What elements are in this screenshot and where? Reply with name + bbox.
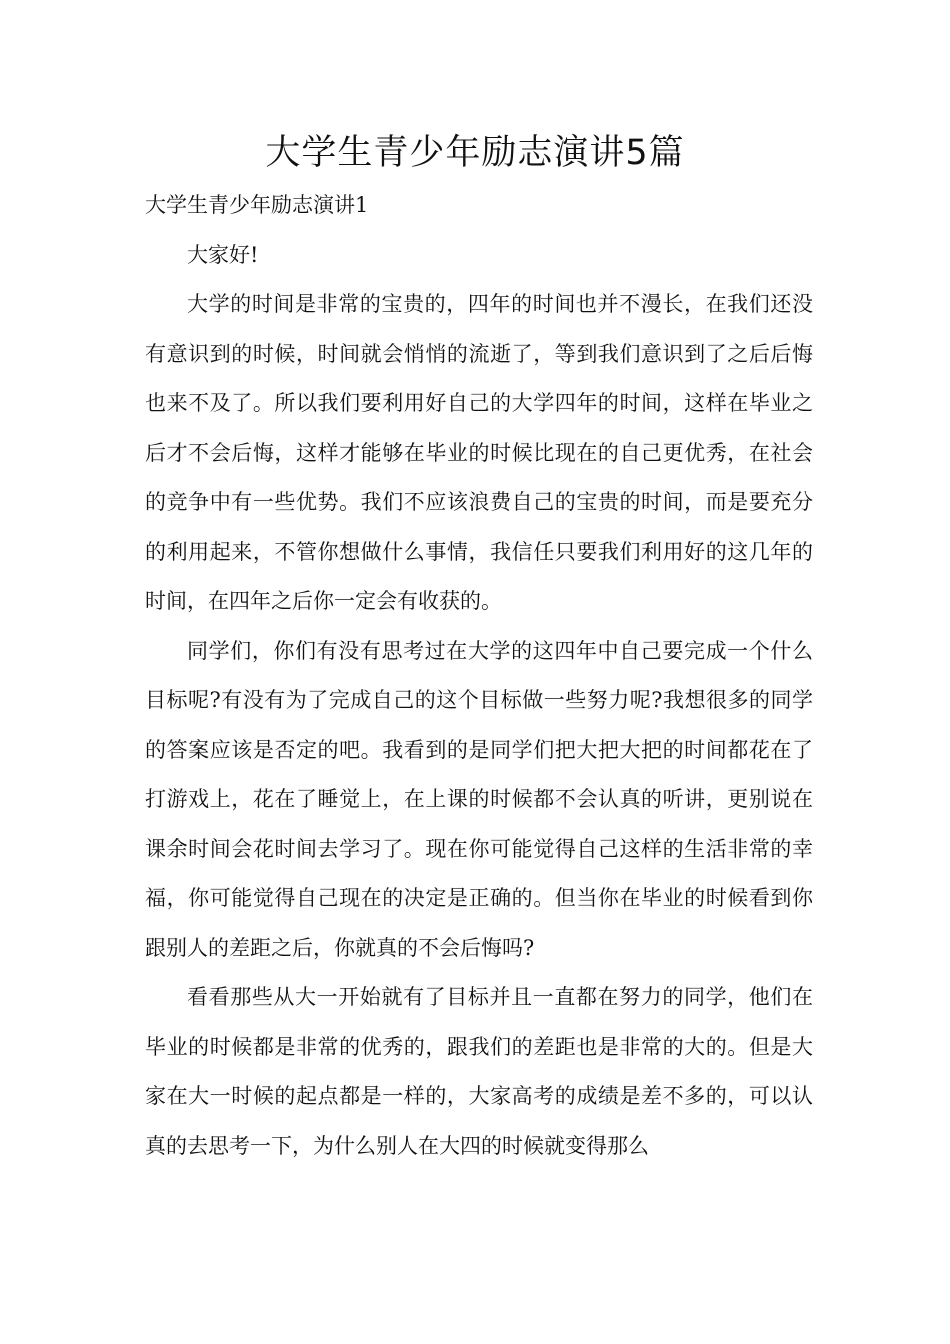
- paragraph-3: 看看那些从大一开始就有了目标并且一直都在努力的同学，他们在毕业的时候都是非常的优秀的，跟我们的差距也是非常的大的。但是大家在大一时候的起点都是一样的，大家高考的成绩是差不多的，可以认真的去思考一下，为什么别人在大四的时候就变得那么: [145, 985, 813, 1158]
- paragraph-greeting: 大家好!: [187, 242, 259, 267]
- speech-subheading: 大学生青少年励志演讲1: [145, 193, 369, 217]
- paragraph-1: 大学的时间是非常的宝贵的，四年的时间也并不漫长，在我们还没有意识到的时候，时间就会悄悄的流逝了，等到我们意识到了之后后悔也来不及了。所以我们要利用好自己的大学四年的时间，这样在毕业之后才不会后悔，这样才能够在毕业的时候比现在的自己更优秀，在社会的竞争中有一些优势。我们不应该浪费自己的宝贵的时间，而是要充分的利用起来，不管你想做什么事情，我信任只要我们利用好的这几年的时间，在四年之后你一定会有收获的。: [145, 292, 813, 613]
- paragraph-2: 同学们，你们有没有思考过在大学的这四年中自己要完成一个什么目标呢?有没有为了完成自己的这个目标做一些努力呢?我想很多的同学的答案应该是否定的吧。我看到的是同学们把大把大把的时间都花在了打游戏上，花在了睡觉上，在上课的时候都不会认真的听讲，更别说在课余时间会花时间去学习了。现在你可能觉得自己这样的生活非常的幸福，你可能觉得自己现在的决定是正确的。但当你在毕业的时候看到你跟别人的差距之后，你就真的不会后悔吗?: [145, 638, 813, 960]
- document-body: [145, 181, 813, 1171]
- document-title: 大学生青少年励志演讲5篇: [265, 133, 685, 173]
